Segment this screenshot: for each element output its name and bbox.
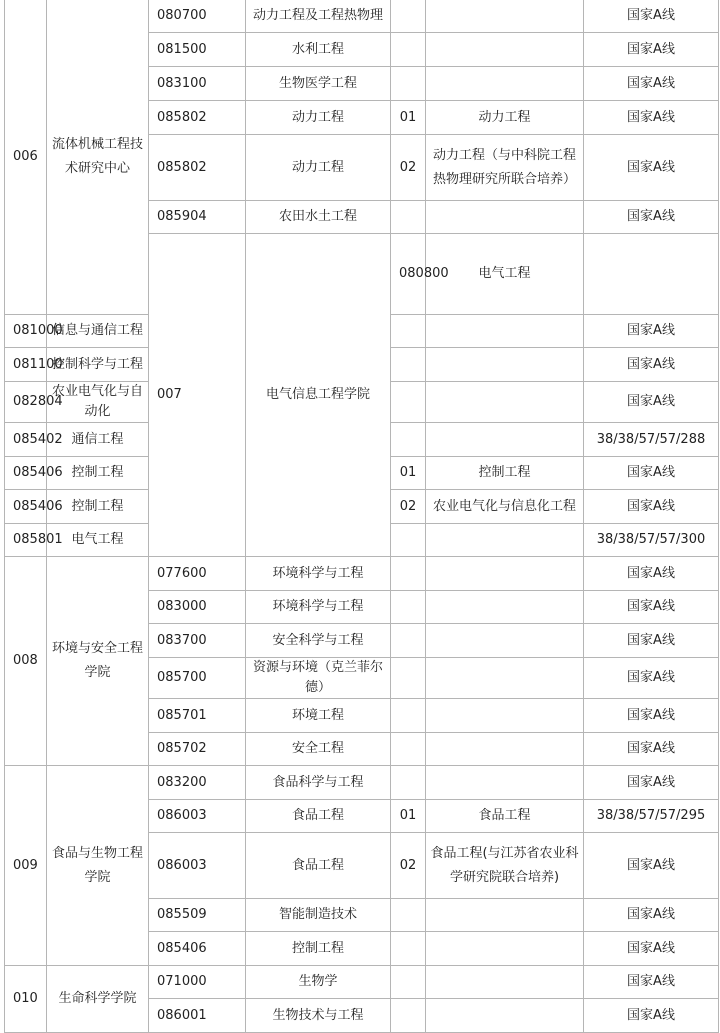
score-line: 国家A线	[584, 658, 719, 699]
direction-code	[391, 658, 426, 699]
table-row	[5, 557, 719, 591]
institute-code: 007	[149, 234, 246, 557]
major-name: 通信工程	[47, 423, 149, 457]
direction-code	[391, 423, 426, 457]
major-code: 085406	[149, 932, 246, 966]
institute-code: 006	[5, 0, 47, 315]
direction-name	[426, 591, 584, 624]
major-name: 生物技术与工程	[246, 999, 391, 1033]
major-name: 食品工程	[246, 833, 391, 899]
score-line: 国家A线	[584, 315, 719, 348]
score-line: 国家A线	[584, 0, 719, 33]
major-code: 077600	[149, 557, 246, 591]
direction-code	[391, 315, 426, 348]
direction-code: 01	[391, 800, 426, 833]
direction-code	[391, 733, 426, 766]
major-code: 086003	[149, 833, 246, 899]
institute-code: 009	[5, 766, 47, 966]
direction-name: 控制工程	[426, 457, 584, 490]
institute-name: 生命科学学院	[47, 966, 149, 1033]
major-name: 安全工程	[246, 733, 391, 766]
direction-name	[426, 932, 584, 966]
direction-name	[426, 658, 584, 699]
direction-name	[426, 557, 584, 591]
admission-score-table-container	[4, 0, 718, 1033]
major-name: 生物医学工程	[246, 67, 391, 101]
institute-name: 食品与生物工程学院	[47, 766, 149, 966]
major-name: 电气工程	[47, 524, 149, 557]
score-line: 国家A线	[584, 899, 719, 932]
score-line: 国家A线	[584, 733, 719, 766]
major-name: 动力工程	[246, 101, 391, 135]
institute-name: 流体机械工程技术研究中心	[47, 0, 149, 315]
direction-name	[426, 699, 584, 733]
score-line: 国家A线	[584, 999, 719, 1033]
direction-name	[426, 999, 584, 1033]
major-code: 085700	[149, 658, 246, 699]
major-code: 083000	[149, 591, 246, 624]
direction-code	[391, 382, 426, 423]
major-name: 食品工程	[246, 800, 391, 833]
major-code: 080700	[149, 0, 246, 33]
major-code: 085406	[5, 457, 47, 490]
direction-name	[426, 33, 584, 67]
direction-code	[391, 699, 426, 733]
major-name: 安全科学与工程	[246, 624, 391, 658]
direction-code: 02	[391, 135, 426, 201]
institute-code: 010	[5, 966, 47, 1033]
direction-name	[426, 382, 584, 423]
institute-name: 电气信息工程学院	[246, 234, 391, 557]
score-line: 38/38/57/57/295	[584, 800, 719, 833]
major-name: 控制科学与工程	[47, 348, 149, 382]
direction-name	[426, 899, 584, 932]
score-line: 国家A线	[584, 591, 719, 624]
direction-name	[426, 348, 584, 382]
score-line: 国家A线	[584, 67, 719, 101]
major-name: 环境科学与工程	[246, 591, 391, 624]
major-code: 085904	[149, 201, 246, 234]
direction-name	[426, 624, 584, 658]
major-code: 085406	[5, 490, 47, 524]
direction-name: 农业电气化与信息化工程	[426, 490, 584, 524]
major-code: 083100	[149, 67, 246, 101]
score-line: 国家A线	[584, 490, 719, 524]
direction-code	[391, 524, 426, 557]
major-code: 085402	[5, 423, 47, 457]
major-code: 086003	[149, 800, 246, 833]
score-line: 38/38/57/57/288	[584, 423, 719, 457]
major-code: 081100	[5, 348, 47, 382]
major-code: 083200	[149, 766, 246, 800]
score-line: 国家A线	[584, 101, 719, 135]
major-code: 085509	[149, 899, 246, 932]
major-name: 控制工程	[47, 457, 149, 490]
direction-name	[426, 524, 584, 557]
direction-code	[391, 624, 426, 658]
direction-name	[426, 766, 584, 800]
score-line: 国家A线	[584, 833, 719, 899]
direction-name	[426, 0, 584, 33]
major-name: 动力工程	[246, 135, 391, 201]
direction-code	[584, 234, 719, 315]
direction-code	[391, 0, 426, 33]
table-row	[5, 766, 719, 800]
major-name: 控制工程	[47, 490, 149, 524]
score-line: 国家A线	[584, 135, 719, 201]
direction-code	[391, 899, 426, 932]
score-line: 国家A线	[584, 766, 719, 800]
direction-code	[391, 33, 426, 67]
direction-code	[391, 766, 426, 800]
major-code: 071000	[149, 966, 246, 999]
major-name: 环境工程	[246, 699, 391, 733]
score-line: 国家A线	[584, 457, 719, 490]
institute-name: 环境与安全工程学院	[47, 557, 149, 766]
score-line: 国家A线	[584, 201, 719, 234]
direction-name: 动力工程	[426, 101, 584, 135]
major-code: 083700	[149, 624, 246, 658]
major-name: 电气工程	[426, 234, 584, 315]
admission-score-table	[4, 0, 719, 1033]
score-line: 38/38/57/57/300	[584, 524, 719, 557]
direction-code	[391, 932, 426, 966]
major-code: 081000	[5, 315, 47, 348]
score-line: 国家A线	[584, 932, 719, 966]
major-code: 085802	[149, 101, 246, 135]
major-name: 信息与通信工程	[47, 315, 149, 348]
major-name: 智能制造技术	[246, 899, 391, 932]
institute-code: 008	[5, 557, 47, 766]
major-code: 085701	[149, 699, 246, 733]
table-row	[5, 966, 719, 999]
score-line: 国家A线	[584, 624, 719, 658]
major-code: 082804	[5, 382, 47, 423]
major-code: 085702	[149, 733, 246, 766]
major-code: 085801	[5, 524, 47, 557]
direction-code	[391, 557, 426, 591]
direction-name: 动力工程（与中科院工程热物理研究所联合培养）	[426, 135, 584, 201]
direction-code	[391, 348, 426, 382]
direction-code	[391, 201, 426, 234]
direction-name	[426, 733, 584, 766]
direction-code: 01	[391, 457, 426, 490]
major-name: 生物学	[246, 966, 391, 999]
score-line: 国家A线	[584, 699, 719, 733]
major-name: 资源与环境（克兰菲尔德）	[246, 658, 391, 699]
direction-code	[391, 591, 426, 624]
direction-name	[426, 201, 584, 234]
score-line: 国家A线	[584, 348, 719, 382]
score-line: 国家A线	[584, 557, 719, 591]
major-name: 动力工程及工程热物理	[246, 0, 391, 33]
direction-name	[426, 315, 584, 348]
major-name: 水利工程	[246, 33, 391, 67]
major-name: 农业电气化与自动化	[47, 382, 149, 423]
direction-name	[426, 67, 584, 101]
score-line: 国家A线	[584, 382, 719, 423]
direction-code: 02	[391, 490, 426, 524]
major-code: 086001	[149, 999, 246, 1033]
major-name: 环境科学与工程	[246, 557, 391, 591]
direction-code: 01	[391, 101, 426, 135]
major-code: 080800	[391, 234, 426, 315]
direction-code: 02	[391, 833, 426, 899]
table-row	[5, 0, 719, 33]
direction-name	[426, 966, 584, 999]
direction-name: 食品工程(与江苏省农业科学研究院联合培养)	[426, 833, 584, 899]
major-code: 081500	[149, 33, 246, 67]
direction-code	[391, 67, 426, 101]
major-name: 食品科学与工程	[246, 766, 391, 800]
major-name: 控制工程	[246, 932, 391, 966]
score-line: 国家A线	[584, 33, 719, 67]
major-name: 农田水土工程	[246, 201, 391, 234]
direction-name: 食品工程	[426, 800, 584, 833]
direction-code	[391, 966, 426, 999]
direction-name	[426, 423, 584, 457]
direction-code	[391, 999, 426, 1033]
score-line: 国家A线	[584, 966, 719, 999]
major-code: 085802	[149, 135, 246, 201]
